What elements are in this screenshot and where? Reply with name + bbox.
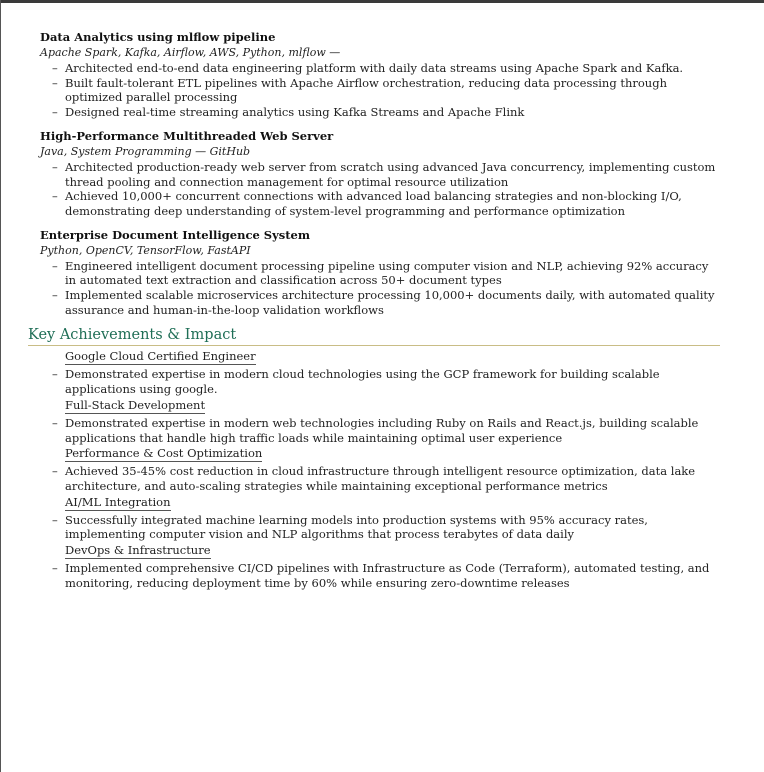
- achievement-bullets: [40, 367, 720, 396]
- bullet-text: Engineered intelligent document processing pipeline using computer vision and NLP, achieving 92% accuracy in automated text extraction and classification across 50+ document types: [65, 258, 709, 288]
- bullet-text: Demonstrated expertise in modern web technologies including Ruby on Rails and React.js, building scalable applications that handle high traffic loads while maintaining optimal user experience: [65, 415, 699, 445]
- achievement-title: Full-Stack Development: [65, 397, 206, 412]
- bullet-dash: –: [52, 75, 58, 90]
- project-entry: [40, 228, 720, 318]
- bullet-dash: –: [52, 367, 58, 382]
- project-bullets: [40, 61, 720, 120]
- bullet-text: Demonstrated expertise in modern cloud technologies using the GCP framework for building scalable applications using google.: [65, 367, 660, 397]
- bullet-text: Built fault-tolerant ETL pipelines with Apache Airflow orchestration, reducing data processing through optimized parallel processing: [65, 75, 667, 105]
- achievement-title: DevOps & Infrastructure: [65, 543, 211, 558]
- bullet-text: Architected end-to-end data engineering platform with daily data streams using Apache Spark and Kafka.: [65, 61, 684, 75]
- achievement-title: AI/ML Integration: [65, 494, 171, 509]
- bullet-text: Implemented scalable microservices architecture processing 10,000+ documents daily, with automated quality assurance and human-in-the-loop validation workflows: [65, 288, 715, 317]
- project-tech-stack: Apache Spark, Kafka, Airflow, AWS, Python, mlflow —: [40, 46, 341, 59]
- bullet-item: [40, 259, 720, 288]
- achievement-title: Performance & Cost Optimization: [65, 446, 263, 461]
- page-top-border: [0, 0, 764, 3]
- bullet-item: [40, 160, 720, 189]
- resume-page: [28, 30, 720, 590]
- bullet-dash: –: [52, 258, 58, 273]
- bullet-text: Architected production-ready web server from scratch using advanced Java concurrency, implementing custom thread pooling and connection management for optimal resource utilization: [65, 159, 716, 189]
- project-title: High-Performance Multithreaded Web Server: [40, 128, 334, 143]
- bullet-item: [40, 189, 720, 218]
- bullet-item: [40, 561, 720, 590]
- bullet-item: [40, 76, 720, 105]
- bullet-item: [40, 416, 720, 445]
- bullet-text: Achieved 10,000+ concurrent connections with advanced load balancing strategies and non-blocking I/O, demonstrating deep understanding of system-level programming and performance optimization: [65, 189, 682, 218]
- bullet-item: [40, 61, 720, 76]
- bullet-item: [40, 367, 720, 396]
- achievements-list: [40, 348, 720, 590]
- project-tech-stack: Python, OpenCV, TensorFlow, FastAPI: [40, 243, 251, 257]
- project-title: Data Analytics using mlflow pipeline: [40, 30, 276, 44]
- bullet-dash: –: [52, 464, 58, 479]
- bullet-dash: –: [52, 105, 58, 120]
- bullet-dash: –: [52, 159, 58, 174]
- bullet-item: [40, 288, 720, 317]
- bullet-item: [40, 513, 720, 542]
- achievement-bullets: [40, 513, 720, 542]
- bullet-text: Implemented comprehensive CI/CD pipelines with Infrastructure as Code (Terraform), automated testing, and monitoring, reducing deployment time by 60% while ensuring zero-downtime releases: [65, 561, 710, 590]
- project-title: Enterprise Document Intelligence System: [40, 227, 311, 242]
- bullet-dash: –: [52, 415, 58, 430]
- project-bullets: [40, 259, 720, 318]
- achievement-title: Google Cloud Certified Engineer: [65, 349, 256, 364]
- page-left-border: [0, 0, 1, 772]
- bullet-text: Designed real-time streaming analytics using Kafka Streams and Apache Flink: [65, 105, 525, 120]
- achievement-bullets: [40, 464, 720, 493]
- achievement-bullets: [40, 561, 720, 590]
- project-entry: [40, 30, 720, 120]
- achievement-bullets: [40, 416, 720, 445]
- project-entry: [40, 129, 720, 219]
- bullet-dash: –: [52, 61, 58, 75]
- section-heading-achievements: Key Achievements & Impact: [28, 326, 720, 346]
- project-bullets: [40, 160, 720, 219]
- bullet-dash: –: [52, 288, 58, 303]
- project-tech-stack: Java, System Programming — GitHub: [40, 144, 251, 158]
- bullet-dash: –: [52, 189, 58, 204]
- bullet-text: Successfully integrated machine learning models into production systems with 95% accuracy rates, implementing computer vision and NLP algorithms that process terabytes of data daily: [65, 512, 648, 542]
- bullet-item: [40, 464, 720, 493]
- bullet-text: Achieved 35-45% cost reduction in cloud infrastructure through intelligent resource optimization, data lake architecture, and auto-scaling strategies while maintaining exceptional performance metrics: [65, 464, 696, 493]
- bullet-item: [40, 105, 720, 120]
- bullet-dash: –: [52, 512, 58, 527]
- bullet-dash: –: [52, 561, 58, 576]
